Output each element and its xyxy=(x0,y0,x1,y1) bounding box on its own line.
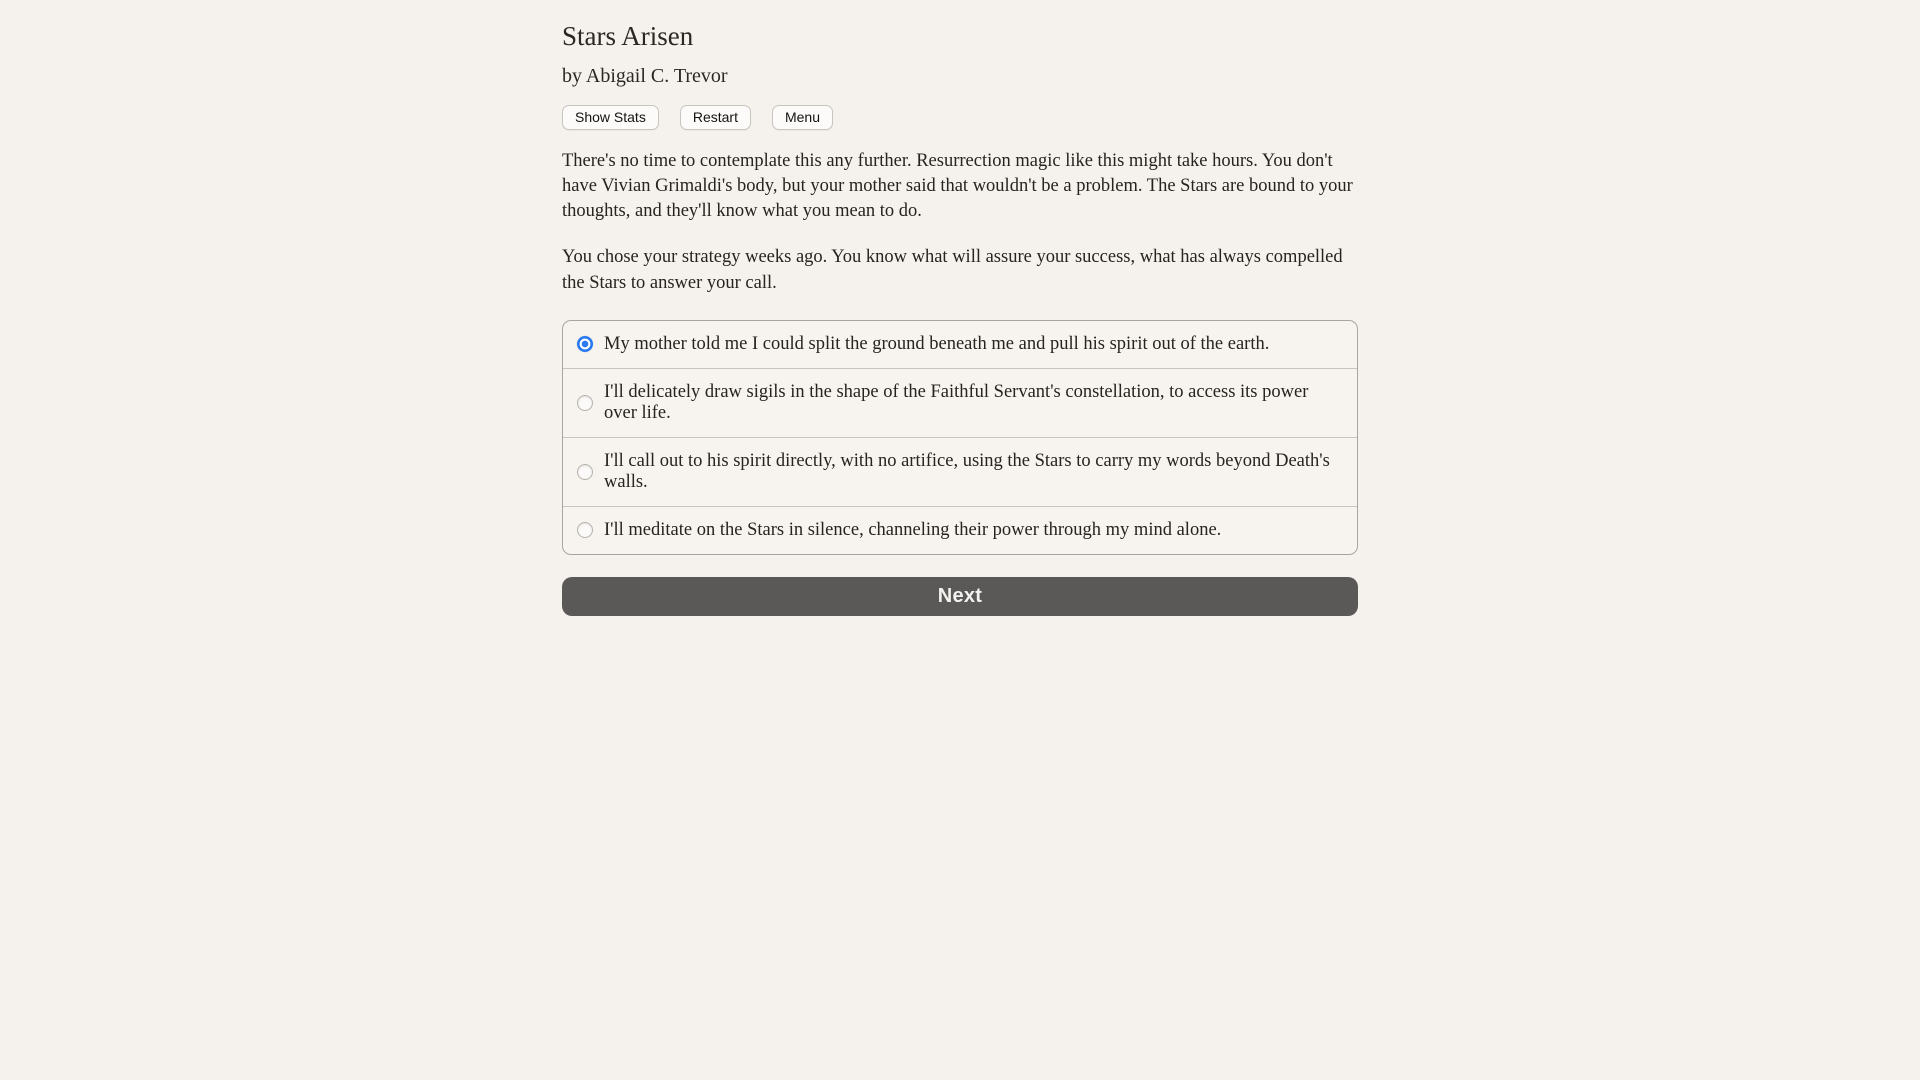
story-paragraph: You chose your strategy weeks ago. You know what will assure your success, what has always compelled the Stars to answer your call. xyxy=(562,247,1343,293)
choice-option-2[interactable] xyxy=(563,368,1357,437)
choice-option-1[interactable] xyxy=(563,321,1357,368)
choice-group xyxy=(562,320,1358,555)
author-byline: by Abigail C. Trevor xyxy=(562,65,728,87)
restart-button[interactable]: Restart xyxy=(680,105,751,130)
radio-button-icon[interactable] xyxy=(577,395,593,411)
story-text xyxy=(562,149,1358,296)
radio-button-icon[interactable] xyxy=(577,522,593,538)
next-button[interactable]: Next xyxy=(562,577,1358,616)
page-title: Stars Arisen xyxy=(562,21,694,51)
choice-option-3[interactable] xyxy=(563,437,1357,506)
menu-button[interactable]: Menu xyxy=(772,105,833,130)
story-paragraph: There's no time to contemplate this any further. Resurrection magic like this might take hours. You don't have Vivian Grimaldi's body, but your mother said that wouldn't be a problem. The Stars are bound to your thoughts, and they'll know what you mean to do. xyxy=(562,151,1353,222)
choice-option-label: I'll call out to his spirit directly, with no artifice, using the Stars to carry my words beyond Death's walls. xyxy=(604,450,1330,492)
choice-option-label: My mother told me I could split the ground beneath me and pull his spirit out of the earth. xyxy=(604,333,1270,354)
toolbar xyxy=(562,105,1358,130)
show-stats-button[interactable]: Show Stats xyxy=(562,105,659,130)
radio-button-icon[interactable] xyxy=(577,336,593,352)
game-container xyxy=(562,0,1358,616)
choice-option-label: I'll delicately draw sigils in the shape of the Faithful Servant's constellation, to access its power over life. xyxy=(604,381,1309,423)
radio-button-icon[interactable] xyxy=(577,464,593,480)
choice-option-4[interactable] xyxy=(563,506,1357,554)
choice-option-label: I'll meditate on the Stars in silence, channeling their power through my mind alone. xyxy=(604,519,1222,540)
